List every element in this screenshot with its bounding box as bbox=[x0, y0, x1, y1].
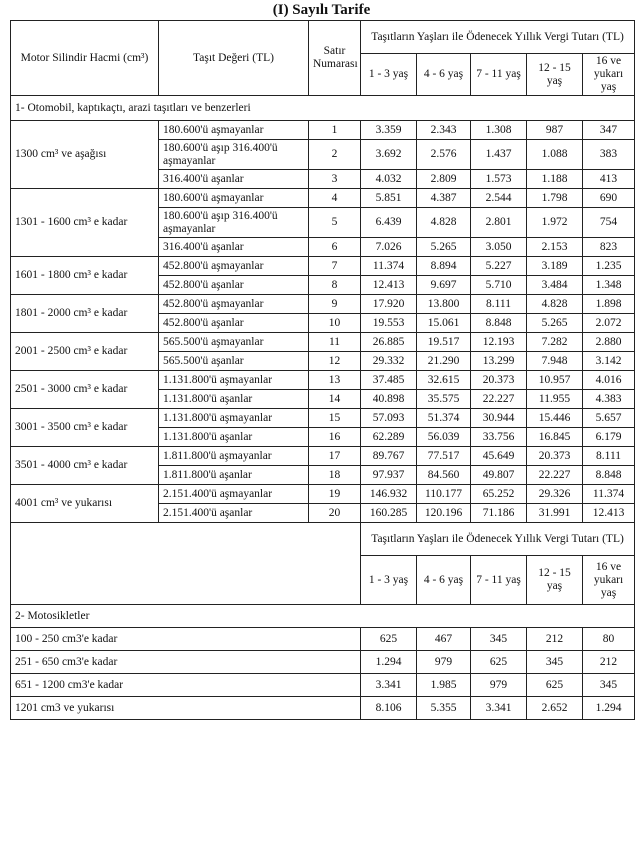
tax-cell: 32.615 bbox=[417, 371, 471, 390]
header-age: 7 - 11 yaş bbox=[471, 556, 527, 605]
engine-cell: 100 - 250 cm3'e kadar bbox=[11, 628, 361, 651]
row-number-cell: 2 bbox=[309, 140, 361, 170]
tax-cell: 690 bbox=[583, 189, 635, 208]
value-cell: 180.600'ü aşıp 316.400'ü aşmayanlar bbox=[159, 140, 309, 170]
tax-cell: 89.767 bbox=[361, 447, 417, 466]
tax-cell: 33.756 bbox=[471, 428, 527, 447]
tax-cell: 1.235 bbox=[583, 257, 635, 276]
value-cell: 1.131.800'ü aşmayanlar bbox=[159, 409, 309, 428]
tax-cell: 1.308 bbox=[471, 121, 527, 140]
engine-cell: 651 - 1200 cm3'e kadar bbox=[11, 674, 361, 697]
row-number-cell: 13 bbox=[309, 371, 361, 390]
tax-cell: 383 bbox=[583, 140, 635, 170]
engine-cell: 2501 - 3000 cm³ e kadar bbox=[11, 371, 159, 409]
tax-cell: 212 bbox=[583, 651, 635, 674]
tax-cell: 13.299 bbox=[471, 352, 527, 371]
tax-cell: 19.553 bbox=[361, 314, 417, 333]
tax-cell: 3.359 bbox=[361, 121, 417, 140]
header-age: 16 ve yukarı yaş bbox=[583, 54, 635, 96]
section2-title-row bbox=[11, 605, 635, 628]
tax-cell: 8.111 bbox=[583, 447, 635, 466]
tax-cell: 6.439 bbox=[361, 208, 417, 238]
tax-cell: 3.341 bbox=[361, 674, 417, 697]
table-row bbox=[11, 189, 635, 208]
value-cell: 452.800'ü aşmayanlar bbox=[159, 257, 309, 276]
page-title: (I) Sayılı Tarife bbox=[272, 2, 371, 18]
tax-cell: 15.446 bbox=[527, 409, 583, 428]
tax-cell: 12.413 bbox=[583, 504, 635, 523]
tax-cell: 20.373 bbox=[471, 371, 527, 390]
row-number-cell: 17 bbox=[309, 447, 361, 466]
tax-cell: 45.649 bbox=[471, 447, 527, 466]
tax-cell: 51.374 bbox=[417, 409, 471, 428]
row-number-cell: 10 bbox=[309, 314, 361, 333]
engine-cell: 1801 - 2000 cm³ e kadar bbox=[11, 295, 159, 333]
tax-cell: 17.920 bbox=[361, 295, 417, 314]
tax-cell: 5.265 bbox=[527, 314, 583, 333]
header-age: 4 - 6 yaş bbox=[417, 54, 471, 96]
tax-cell: 1.985 bbox=[417, 674, 471, 697]
tax-cell: 345 bbox=[527, 651, 583, 674]
tax-cell: 2.153 bbox=[527, 238, 583, 257]
tax-cell: 979 bbox=[417, 651, 471, 674]
tax-cell: 2.801 bbox=[471, 208, 527, 238]
tax-cell: 29.326 bbox=[527, 485, 583, 504]
header-age: 4 - 6 yaş bbox=[417, 556, 471, 605]
tax-cell: 413 bbox=[583, 170, 635, 189]
value-cell: 316.400'ü aşanlar bbox=[159, 238, 309, 257]
tax-cell: 9.697 bbox=[417, 276, 471, 295]
tax-cell: 12.413 bbox=[361, 276, 417, 295]
tax-cell: 57.093 bbox=[361, 409, 417, 428]
header-age: 7 - 11 yaş bbox=[471, 54, 527, 96]
header-row bbox=[11, 21, 635, 54]
tax-cell: 2.652 bbox=[527, 697, 583, 720]
tax-cell: 10.957 bbox=[527, 371, 583, 390]
value-cell: 180.600'ü aşmayanlar bbox=[159, 189, 309, 208]
tax-cell: 4.387 bbox=[417, 189, 471, 208]
row-number-cell: 4 bbox=[309, 189, 361, 208]
tax-cell: 5.851 bbox=[361, 189, 417, 208]
tax-cell: 3.142 bbox=[583, 352, 635, 371]
section2-header-row bbox=[11, 523, 635, 556]
value-cell: 1.811.800'ü aşmayanlar bbox=[159, 447, 309, 466]
tax-cell: 146.932 bbox=[361, 485, 417, 504]
header-age: 12 - 15 yaş bbox=[527, 556, 583, 605]
tax-cell: 37.485 bbox=[361, 371, 417, 390]
tax-cell: 7.282 bbox=[527, 333, 583, 352]
table-row bbox=[11, 257, 635, 276]
tax-cell: 823 bbox=[583, 238, 635, 257]
row-number-cell: 20 bbox=[309, 504, 361, 523]
tax-cell: 160.285 bbox=[361, 504, 417, 523]
tax-cell: 1.898 bbox=[583, 295, 635, 314]
tax-cell: 8.848 bbox=[583, 466, 635, 485]
tax-cell: 71.186 bbox=[471, 504, 527, 523]
table-row bbox=[11, 371, 635, 390]
section1-title-row bbox=[11, 96, 635, 121]
tax-cell: 212 bbox=[527, 628, 583, 651]
value-cell: 2.151.400'ü aşmayanlar bbox=[159, 485, 309, 504]
row-number-cell: 12 bbox=[309, 352, 361, 371]
engine-cell: 1300 cm³ ve aşağısı bbox=[11, 121, 159, 189]
tax-cell: 4.032 bbox=[361, 170, 417, 189]
tariff-table-body bbox=[11, 21, 635, 720]
tax-cell: 62.289 bbox=[361, 428, 417, 447]
table-row bbox=[11, 697, 635, 720]
value-cell: 452.800'ü aşanlar bbox=[159, 314, 309, 333]
row-number-cell: 9 bbox=[309, 295, 361, 314]
tax-cell: 15.061 bbox=[417, 314, 471, 333]
tax-cell: 13.800 bbox=[417, 295, 471, 314]
section2-header-blank bbox=[11, 523, 361, 605]
tax-cell: 84.560 bbox=[417, 466, 471, 485]
tax-cell: 6.179 bbox=[583, 428, 635, 447]
tax-cell: 1.188 bbox=[527, 170, 583, 189]
tax-cell: 2.576 bbox=[417, 140, 471, 170]
row-number-cell: 1 bbox=[309, 121, 361, 140]
tax-cell: 2.072 bbox=[583, 314, 635, 333]
row-number-cell: 19 bbox=[309, 485, 361, 504]
tax-cell: 625 bbox=[361, 628, 417, 651]
tax-cell: 5.355 bbox=[417, 697, 471, 720]
tax-cell: 80 bbox=[583, 628, 635, 651]
row-number-cell: 3 bbox=[309, 170, 361, 189]
table-row bbox=[11, 295, 635, 314]
value-cell: 1.131.800'ü aşanlar bbox=[159, 390, 309, 409]
tax-cell: 347 bbox=[583, 121, 635, 140]
section1-title: 1- Otomobil, kaptıkaçtı, arazi taşıtları ve benzerleri bbox=[11, 96, 635, 121]
tax-cell: 7.026 bbox=[361, 238, 417, 257]
tax-cell: 1.437 bbox=[471, 140, 527, 170]
tax-cell: 110.177 bbox=[417, 485, 471, 504]
section2-title: 2- Motosikletler bbox=[11, 605, 635, 628]
table-row bbox=[11, 447, 635, 466]
section2-header-tax-group: Taşıtların Yaşları ile Ödenecek Yıllık Vergi Tutarı (TL) bbox=[361, 523, 635, 556]
tax-cell: 345 bbox=[583, 674, 635, 697]
tax-cell: 4.828 bbox=[417, 208, 471, 238]
row-number-cell: 18 bbox=[309, 466, 361, 485]
tax-cell: 5.265 bbox=[417, 238, 471, 257]
tax-cell: 8.848 bbox=[471, 314, 527, 333]
engine-cell: 1301 - 1600 cm³ e kadar bbox=[11, 189, 159, 257]
tax-cell: 8.111 bbox=[471, 295, 527, 314]
engine-cell: 3501 - 4000 cm³ e kadar bbox=[11, 447, 159, 485]
value-cell: 180.600'ü aşıp 316.400'ü aşmayanlar bbox=[159, 208, 309, 238]
tax-cell: 35.575 bbox=[417, 390, 471, 409]
value-cell: 565.500'ü aşanlar bbox=[159, 352, 309, 371]
tax-cell: 345 bbox=[471, 628, 527, 651]
tax-cell: 26.885 bbox=[361, 333, 417, 352]
table-row bbox=[11, 485, 635, 504]
engine-cell: 4001 cm³ ve yukarısı bbox=[11, 485, 159, 523]
tax-cell: 1.972 bbox=[527, 208, 583, 238]
tax-cell: 2.809 bbox=[417, 170, 471, 189]
header-age: 12 - 15 yaş bbox=[527, 54, 583, 96]
engine-cell: 2001 - 2500 cm³ e kadar bbox=[11, 333, 159, 371]
tax-cell: 1.294 bbox=[583, 697, 635, 720]
tax-cell: 22.227 bbox=[527, 466, 583, 485]
row-number-cell: 11 bbox=[309, 333, 361, 352]
row-number-cell: 14 bbox=[309, 390, 361, 409]
tax-cell: 11.955 bbox=[527, 390, 583, 409]
tax-cell: 56.039 bbox=[417, 428, 471, 447]
tax-cell: 625 bbox=[471, 651, 527, 674]
engine-cell: 1601 - 1800 cm³ e kadar bbox=[11, 257, 159, 295]
tax-cell: 1.294 bbox=[361, 651, 417, 674]
tax-cell: 5.710 bbox=[471, 276, 527, 295]
tax-cell: 3.692 bbox=[361, 140, 417, 170]
tax-cell: 8.894 bbox=[417, 257, 471, 276]
header-motor: Motor Silindir Hacmi (cm³) bbox=[11, 21, 159, 96]
tax-cell: 987 bbox=[527, 121, 583, 140]
tax-cell: 22.227 bbox=[471, 390, 527, 409]
engine-cell: 3001 - 3500 cm³ e kadar bbox=[11, 409, 159, 447]
row-number-cell: 6 bbox=[309, 238, 361, 257]
tax-cell: 11.374 bbox=[361, 257, 417, 276]
tax-cell: 16.845 bbox=[527, 428, 583, 447]
tax-cell: 11.374 bbox=[583, 485, 635, 504]
tax-cell: 7.948 bbox=[527, 352, 583, 371]
tax-cell: 1.348 bbox=[583, 276, 635, 295]
tax-cell: 30.944 bbox=[471, 409, 527, 428]
tax-cell: 5.657 bbox=[583, 409, 635, 428]
tax-cell: 19.517 bbox=[417, 333, 471, 352]
tax-cell: 8.106 bbox=[361, 697, 417, 720]
tax-cell: 12.193 bbox=[471, 333, 527, 352]
tax-cell: 31.991 bbox=[527, 504, 583, 523]
tax-cell: 5.227 bbox=[471, 257, 527, 276]
tax-cell: 1.088 bbox=[527, 140, 583, 170]
value-cell: 1.131.800'ü aşanlar bbox=[159, 428, 309, 447]
tax-cell: 3.050 bbox=[471, 238, 527, 257]
engine-cell: 251 - 650 cm3'e kadar bbox=[11, 651, 361, 674]
table-row bbox=[11, 674, 635, 697]
row-number-cell: 8 bbox=[309, 276, 361, 295]
row-number-cell: 16 bbox=[309, 428, 361, 447]
value-cell: 180.600'ü aşmayanlar bbox=[159, 121, 309, 140]
value-cell: 316.400'ü aşanlar bbox=[159, 170, 309, 189]
tax-cell: 21.290 bbox=[417, 352, 471, 371]
tax-cell: 3.484 bbox=[527, 276, 583, 295]
tax-cell: 3.189 bbox=[527, 257, 583, 276]
tariff-table bbox=[10, 20, 635, 720]
table-row bbox=[11, 121, 635, 140]
tax-cell: 2.880 bbox=[583, 333, 635, 352]
tax-cell: 120.196 bbox=[417, 504, 471, 523]
table-row bbox=[11, 651, 635, 674]
engine-cell: 1201 cm3 ve yukarısı bbox=[11, 697, 361, 720]
tax-cell: 29.332 bbox=[361, 352, 417, 371]
tax-cell: 4.828 bbox=[527, 295, 583, 314]
value-cell: 1.811.800'ü aşanlar bbox=[159, 466, 309, 485]
tax-cell: 77.517 bbox=[417, 447, 471, 466]
table-row bbox=[11, 628, 635, 651]
tax-cell: 49.807 bbox=[471, 466, 527, 485]
header-age: 1 - 3 yaş bbox=[361, 556, 417, 605]
tax-cell: 467 bbox=[417, 628, 471, 651]
tax-cell: 1.798 bbox=[527, 189, 583, 208]
header-age: 1 - 3 yaş bbox=[361, 54, 417, 96]
table-row bbox=[11, 333, 635, 352]
value-cell: 452.800'ü aşmayanlar bbox=[159, 295, 309, 314]
tax-cell: 979 bbox=[471, 674, 527, 697]
row-number-cell: 5 bbox=[309, 208, 361, 238]
tax-cell: 3.341 bbox=[471, 697, 527, 720]
header-age: 16 ve yukarı yaş bbox=[583, 556, 635, 605]
value-cell: 565.500'ü aşmayanlar bbox=[159, 333, 309, 352]
tax-cell: 1.573 bbox=[471, 170, 527, 189]
tax-cell: 625 bbox=[527, 674, 583, 697]
value-cell: 1.131.800'ü aşmayanlar bbox=[159, 371, 309, 390]
row-number-cell: 15 bbox=[309, 409, 361, 428]
tax-cell: 20.373 bbox=[527, 447, 583, 466]
tax-cell: 2.544 bbox=[471, 189, 527, 208]
header-row-number: Satır Numarası bbox=[309, 21, 361, 96]
tax-cell: 65.252 bbox=[471, 485, 527, 504]
row-number-cell: 7 bbox=[309, 257, 361, 276]
tax-cell: 4.383 bbox=[583, 390, 635, 409]
tax-cell: 2.343 bbox=[417, 121, 471, 140]
value-cell: 2.151.400'ü aşanlar bbox=[159, 504, 309, 523]
table-row bbox=[11, 409, 635, 428]
header-value: Taşıt Değeri (TL) bbox=[159, 21, 309, 96]
tax-cell: 4.016 bbox=[583, 371, 635, 390]
tax-cell: 97.937 bbox=[361, 466, 417, 485]
tax-cell: 40.898 bbox=[361, 390, 417, 409]
tax-cell: 754 bbox=[583, 208, 635, 238]
value-cell: 452.800'ü aşanlar bbox=[159, 276, 309, 295]
header-tax-group: Taşıtların Yaşları ile Ödenecek Yıllık Vergi Tutarı (TL) bbox=[361, 21, 635, 54]
